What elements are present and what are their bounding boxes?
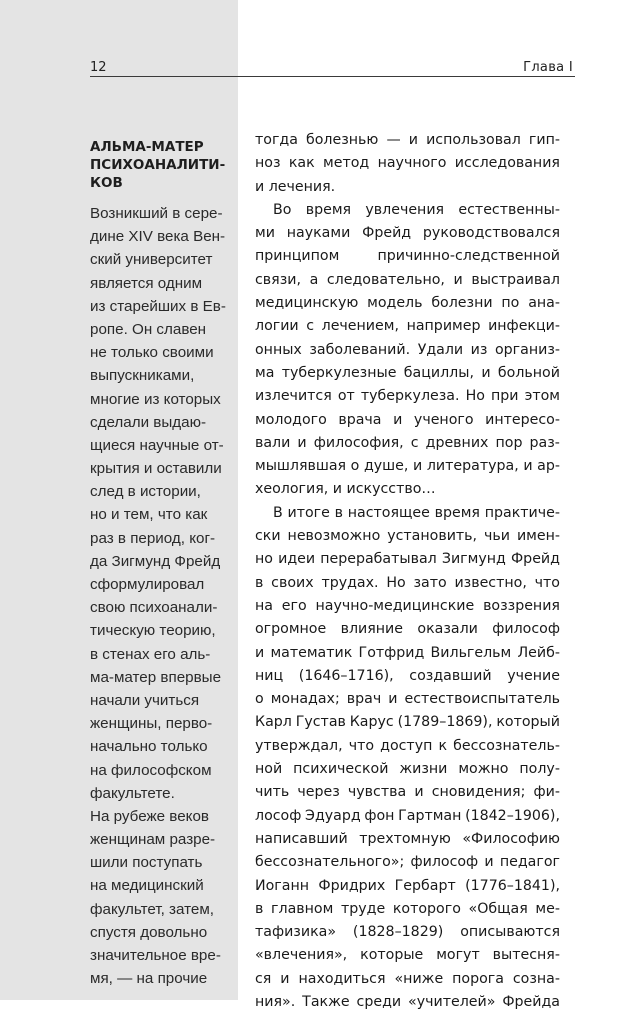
main-text-line: ся и находиться «ниже порога созна- — [255, 970, 560, 987]
sidebar-text-line: след в истории, — [90, 483, 201, 501]
main-text-line: в своих трудах. Но зато известно, что — [255, 574, 560, 591]
main-text-line: «влечения», которые могут вытесня- — [255, 947, 560, 964]
main-text-line: онных заболеваний. Удали из организ- — [255, 341, 560, 358]
sidebar-text-line: выпускниками, — [90, 367, 195, 385]
sidebar-text-line: да Зигмунд Фрейд — [90, 552, 221, 570]
sidebar-text-line: на философском — [90, 761, 212, 779]
sidebar-text-line: из старейших в Ев- — [90, 297, 226, 315]
main-text-line: Карл Густав Карус (1789–1869), который — [255, 714, 560, 731]
sidebar-text-line: раз в период, ког- — [90, 529, 216, 547]
sidebar-text-line: но и тем, что как — [90, 506, 208, 524]
main-text-line: лософ Эдуард фон Гартман (1842–1906), — [255, 807, 560, 824]
main-text-line: но идеи перерабатывал Зигмунд Фрейд — [255, 551, 560, 568]
main-text-line: бессознательного»; философ и педагог — [255, 854, 560, 871]
main-text-line: огромное влияние оказали философ — [255, 621, 560, 638]
main-text-line: принципом причинно-следственной — [255, 248, 560, 265]
main-text-line: хеология, и искусство… — [255, 481, 436, 498]
main-text-line: В итоге в настоящее время практиче- — [273, 504, 560, 521]
sidebar-text-line: тическую теорию, — [90, 622, 216, 640]
main-text-line: тогда болезнью — и использовал гип- — [255, 132, 560, 148]
main-text-line: логии с лечением, например инфекци- — [255, 318, 560, 335]
main-text-line: ма туберкулезные бациллы, и больной — [255, 364, 560, 381]
main-text-line: в главном труде которого «Общая ме- — [255, 900, 560, 917]
sidebar-text-line: спустя довольно — [90, 923, 208, 941]
main-text-line: излечится от туберкулеза. Но при этом — [255, 388, 560, 405]
sidebar-text — [90, 202, 226, 990]
sidebar-text-line: факультет, затем, — [90, 900, 215, 918]
main-text-line: вали и философия, с древних пор раз- — [255, 434, 560, 451]
sidebar-title-line: ПСИХОАНАЛИТИ- — [90, 157, 226, 173]
main-text-line: ной психической жизни можно полу- — [255, 761, 560, 778]
main-text-line: ноз как метод научного исследования — [255, 155, 560, 172]
sidebar-text-line: значительное вре- — [90, 947, 221, 964]
sidebar-text-line: свою психоанали- — [90, 599, 218, 617]
sidebar-title — [90, 138, 225, 192]
main-text-line: ми науками Фрейд руководствовался — [255, 225, 560, 242]
main-text-line: утверждал, что доступ к бессознатель- — [255, 737, 560, 754]
chapter-running-head: Глава I — [523, 60, 573, 75]
main-text-line: на его научно-медицинские воззрения — [255, 597, 560, 614]
sidebar-text-line: ма-матер впервые — [90, 668, 222, 686]
sidebar-text-line: женщинам разре- — [90, 831, 216, 849]
sidebar-text-line: сформулировал — [90, 576, 205, 593]
header-rule — [90, 76, 575, 77]
main-text-line: мышлявшая о душе, и литература, и ар- — [255, 458, 560, 475]
main-text-line: молодого врача и ученого интересо- — [255, 411, 560, 428]
main-text-line: Иоганн Фридрих Гербарт (1776–1841), — [255, 877, 560, 894]
main-text-line: и лечения. — [255, 178, 336, 195]
main-text-line: ния». Также среди «учителей» Фрейда — [255, 993, 560, 1010]
sidebar-text-line: не только своими — [90, 344, 214, 362]
main-text-line: тафизика» (1828–1829) описываются — [255, 924, 560, 941]
sidebar-text-line: шили поступать — [90, 854, 203, 872]
main-text-line: и математик Готфрид Вильгельм Лейб- — [255, 644, 560, 661]
sidebar-text-line: является одним — [90, 274, 203, 292]
main-body-text — [255, 129, 560, 1014]
main-text-line: медицинскую модель болезни по ана- — [255, 295, 560, 312]
sidebar-title-line: АЛЬМА-МАТЕР — [90, 139, 204, 155]
main-text-line: связи, а следовательно, и выстраивал — [255, 271, 560, 288]
sidebar-text-line: на медицинский — [90, 877, 204, 895]
sidebar-title-line: КОВ — [90, 175, 123, 191]
sidebar-text-line: ский университет — [90, 251, 213, 269]
sidebar-text-line: многие из которых — [90, 390, 221, 408]
main-text-line: о монадах; врач и естествоиспытатель — [255, 691, 560, 708]
sidebar-text-line: крытия и оставили — [90, 460, 222, 478]
sidebar-text-line: сделали выдаю- — [90, 413, 207, 431]
sidebar-text-line: женщины, перво- — [90, 715, 213, 733]
sidebar-text-line: дине XIV века Вен- — [90, 228, 226, 246]
main-text-line: ски невозможно установить, чьи имен- — [255, 528, 560, 545]
main-text-line: ниц (1646–1716), создавший учение — [255, 667, 560, 684]
sidebar-text-line: На рубеже веков — [90, 807, 209, 825]
sidebar-text-line: ропе. Он славен — [90, 320, 207, 338]
page-number: 12 — [90, 60, 107, 75]
sidebar-text-line: мя, — на прочие — [90, 970, 208, 988]
sidebar-text-line: факультете. — [90, 784, 175, 802]
main-text-line: чить через чувства и сновидения; фи- — [255, 784, 560, 801]
sidebar-text-line: начали учиться — [90, 691, 200, 709]
sidebar-text-line: начально только — [90, 738, 208, 756]
sidebar-text-line: щиеся научные от- — [90, 436, 224, 454]
main-text-line: Во время увлечения естественны- — [273, 201, 560, 218]
sidebar-text-line: в стенах его аль- — [90, 645, 211, 663]
sidebar-text-line: Возникший в сере- — [90, 205, 223, 222]
main-text-line: написавший трехтомную «Философию — [255, 830, 560, 847]
